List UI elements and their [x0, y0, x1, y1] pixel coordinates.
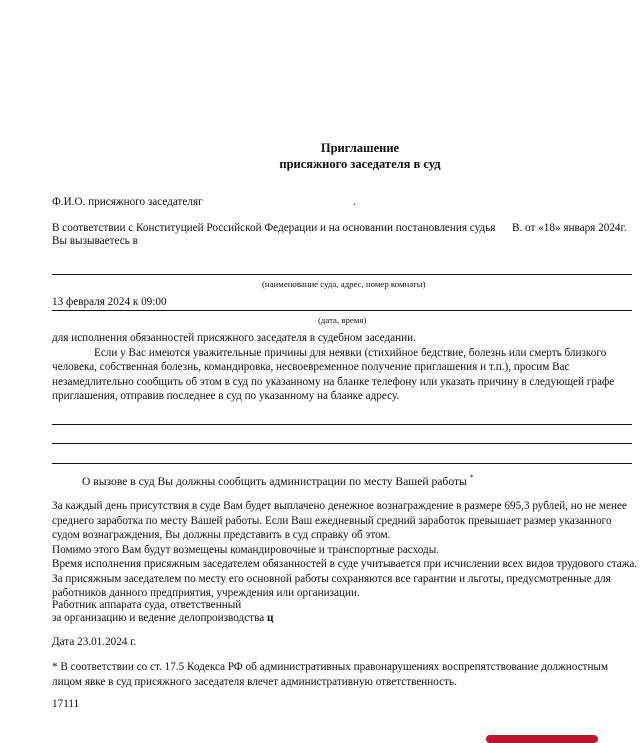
datetime-value: 13 февраля 2024 к 09:00: [52, 296, 167, 308]
basis-line-1-end: В. от «18» января 2024г.: [512, 222, 627, 234]
guarantees-paragraph: За присяжным заседателем по месту его основной работы сохраняются все гарантии и льготы, предусмотренные для работников данного предприятия, учреждения или организации.: [52, 572, 611, 600]
signer-line-1: Работник аппарата суда, ответственный: [52, 599, 242, 611]
court-caption: (наименование суда, адрес, номер комнаты): [262, 279, 426, 289]
employer-notice: [82, 473, 474, 489]
fio-label: Ф.И.О. присяжного заседателя: [52, 196, 199, 208]
datetime-underline: [52, 310, 632, 311]
expenses-paragraph: Помимо этого Вам будут возмещены командировочные и транспортные расходы.: [52, 543, 440, 556]
basis-line-1-start: В соответствии с Конституцией Российской Федерации и на основании постановления судья: [52, 222, 496, 234]
payment-paragraph: За каждый день присутствия в суде Вам будет выплачено денежное вознаграждение в размере 695,3 рублей, но не менее среднего заработка по месту Вашей работы. Если Ваш ежедневный средний заработок превышает размер указанного судом вознаграждения, Вы должны представить в суд справку об этом.: [52, 500, 627, 542]
fio-dot: .: [353, 196, 356, 208]
doc-number: 17111: [52, 698, 80, 710]
datetime-caption: (дата, время): [318, 315, 367, 325]
duty-line-1: для исполнения обязанностей присяжного заседателя в судебном заседании.: [52, 332, 416, 344]
employer-notice-text: О вызове в суд Вы должны сообщить администрации по месту Вашей работы: [82, 474, 467, 488]
title-line-2: присяжного заседателя в суд: [279, 157, 441, 171]
duty-block: [52, 331, 632, 404]
red-stamp-fragment: [486, 735, 598, 743]
fio-redacted-tail: г: [198, 196, 203, 208]
signer-line-2-text: за организацию и ведение делопроизводства: [52, 612, 265, 624]
absence-paragraph: Если у Вас имеются уважительные причины для неявки (стихийное бедствие, болезнь или смерть близкого человека, собственная болезнь, командировка, несвоевременное получение приглашения и т.п.), просим Вас незамедлительно сообщить об этом в суд по указанному на бланке телефону или указать причину в следующей графе приглашения, отправив последнее в суд по указанному на бланке адресу.: [52, 346, 615, 403]
payment-block: [52, 499, 640, 601]
footnote: * В соответствии со ст. 17.5 Кодекса РФ об административных правонарушениях воспрепятствование должностным лицом явке в суд присяжного заседателя влечет административную ответственность.: [52, 661, 609, 688]
issue-date: Дата 23.01.2024 г.: [52, 636, 137, 648]
signer-line-2: [52, 611, 273, 626]
reason-line-1: [52, 424, 632, 425]
reason-line-3: [52, 463, 632, 464]
fio-row: [52, 195, 203, 210]
court-underline: [52, 274, 632, 275]
title-line-1: Приглашение: [320, 141, 400, 155]
signer-mark: ц: [266, 612, 274, 624]
seniority-paragraph: Время исполнения присяжным заседателем обязанностей в суде учитывается при исчислении всех видов трудового стажа.: [52, 558, 638, 571]
basis-line-2: Вы вызываетесь в: [52, 235, 138, 247]
reason-line-2: [52, 443, 632, 444]
notice-asterisk: *: [469, 473, 474, 482]
